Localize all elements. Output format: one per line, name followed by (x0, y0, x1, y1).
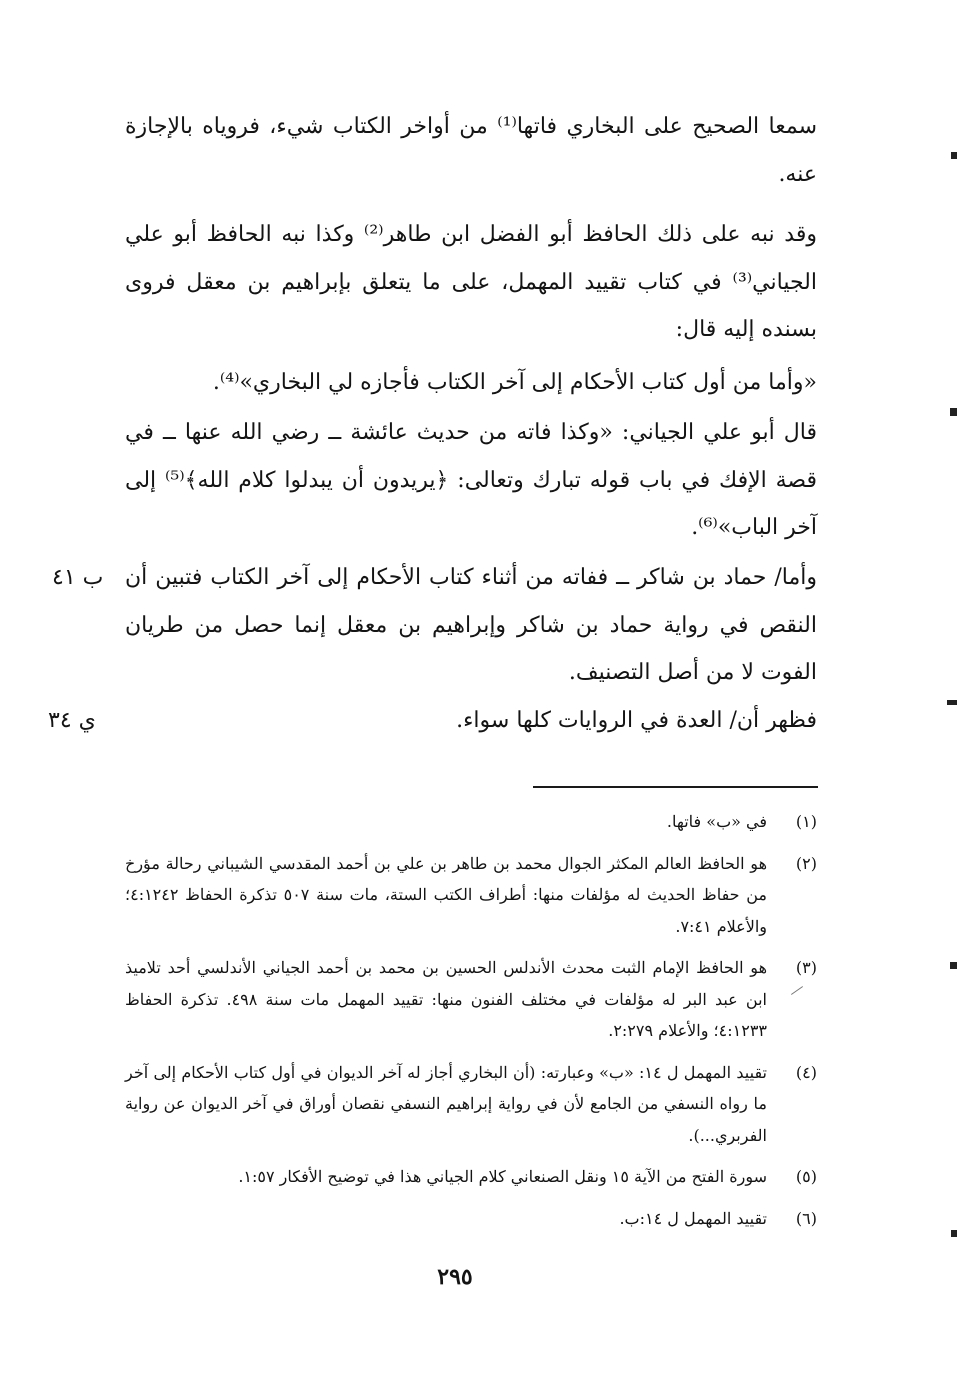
scan-edge-mark (951, 1230, 957, 1237)
footnote-number: (١) (795, 812, 817, 831)
body-paragraph-1: سمعا الصحيح على البخاري فاتها⁽¹⁾ من أواخر الكتاب شيء، فروياه بالإجازة عنه. (125, 114, 817, 187)
footnote-number: (٢) (795, 853, 817, 873)
footnote-number: (٦) (795, 1208, 817, 1228)
footnote (125, 1161, 817, 1193)
footnote-text: في «ب» فاتها. (666, 812, 767, 831)
body-paragraph-4: قال أبو علي الجياني: «وكذا فاته من حديث عائشة ــ رضي الله عنها ــ في قصة الإفك في باب قوله تبارك وتعالى: ﴿يريدون أن يبدلوا كلام الله﴾⁽⁵⁾ إلى آخر الباب»⁽⁶⁾. (125, 420, 817, 540)
margin-note-b41: ب ٤١ (52, 565, 104, 590)
scan-edge-mark (950, 962, 957, 969)
page-number: ٢٩٥ (437, 1264, 473, 1290)
footnote-text: هو الحافظ العالم المكثر الجوال محمد بن طاهر بن علي بن أحمد المقدسي الشيباني رحالة مؤرخ من حفاظ الحديث له مؤلفات منها: أطراف الكتب الستة، مات سنة ٥٠٧ تذكرة الحفاظ ٤:١٢٤٢؛ والأعلام ٧:٤١. (125, 853, 768, 936)
body-paragraph-6: فظهر أن/ العدة في الروايات كلها سواء. (456, 708, 817, 733)
footnote-text: سورة الفتح من الآية ١٥ ونقل الصنعاني كلام الجياني هذا في توضيح الأفكار ١:٥٧. (238, 1167, 767, 1186)
scan-edge-mark (951, 152, 957, 159)
footnote (125, 1203, 817, 1235)
footnote-separator (533, 786, 818, 788)
footnotes (125, 806, 817, 1244)
footnote (125, 806, 817, 838)
scan-edge-mark (950, 408, 957, 416)
footnote (125, 848, 817, 943)
footnote-number: (٣) (795, 958, 817, 977)
footnote-number: (٤) (795, 1062, 817, 1082)
footnote-text: تقييد المهمل ل ١٤: «ب» وعبارته: (أن البخاري أجاز له آخر الديوان في أول كتاب الأحكام إلى آخر ما رواه النسفي من الجامع لأن في رواية إبراهيم النسفي نقصان أوراق في آخر الديوان عن رواية الفربري...). (125, 1062, 767, 1145)
body-paragraph-5: وأما/ حماد بن شاكر ــ ففاته من أثناء كتاب الأحكام إلى آخر الكتاب فتبين أن النقص في رواية حماد بن شاكر وإبراهيم بن معقل إنما حصل من طريان الفوت لا من أصل التصنيف. (125, 565, 817, 685)
body-paragraph-3: «وأما من أول كتاب الأحكام إلى آخر الكتاب فأجازه لي البخاري»⁽⁴⁾. (212, 370, 817, 395)
footnote-number: (٥) (795, 1167, 817, 1186)
footnote (125, 1057, 817, 1152)
body-paragraph-2: وقد نبه على ذلك الحافظ أبو الفضل ابن طاهر⁽²⁾ وكذا نبه الحافظ أبو علي الجياني⁽³⁾ في كتاب تقييد المهمل، على ما يتعلق بإبراهيم بن معقل فروى بسنده إليه قال: (125, 222, 817, 342)
footnote (125, 952, 817, 1047)
footnote-text: تقييد المهمل ل ١٤:ب. (619, 1208, 767, 1228)
margin-note-y34: ي ٣٤ (48, 708, 96, 733)
footnote-text: هو الحافظ الإمام الثبت محدث الأندلس الحسين بن محمد بن أحمد الجياني الأندلسي أحد تلاميذ ابن عبد البر له مؤلفات في مختلف الفنون منها: تقييد المهمل مات سنة ٤٩٨. تذكرة الحفاظ ٤:١٢٣٣؛ والأعلام ٢:٢٧٩. (125, 958, 767, 1040)
scan-edge-mark (947, 700, 957, 705)
